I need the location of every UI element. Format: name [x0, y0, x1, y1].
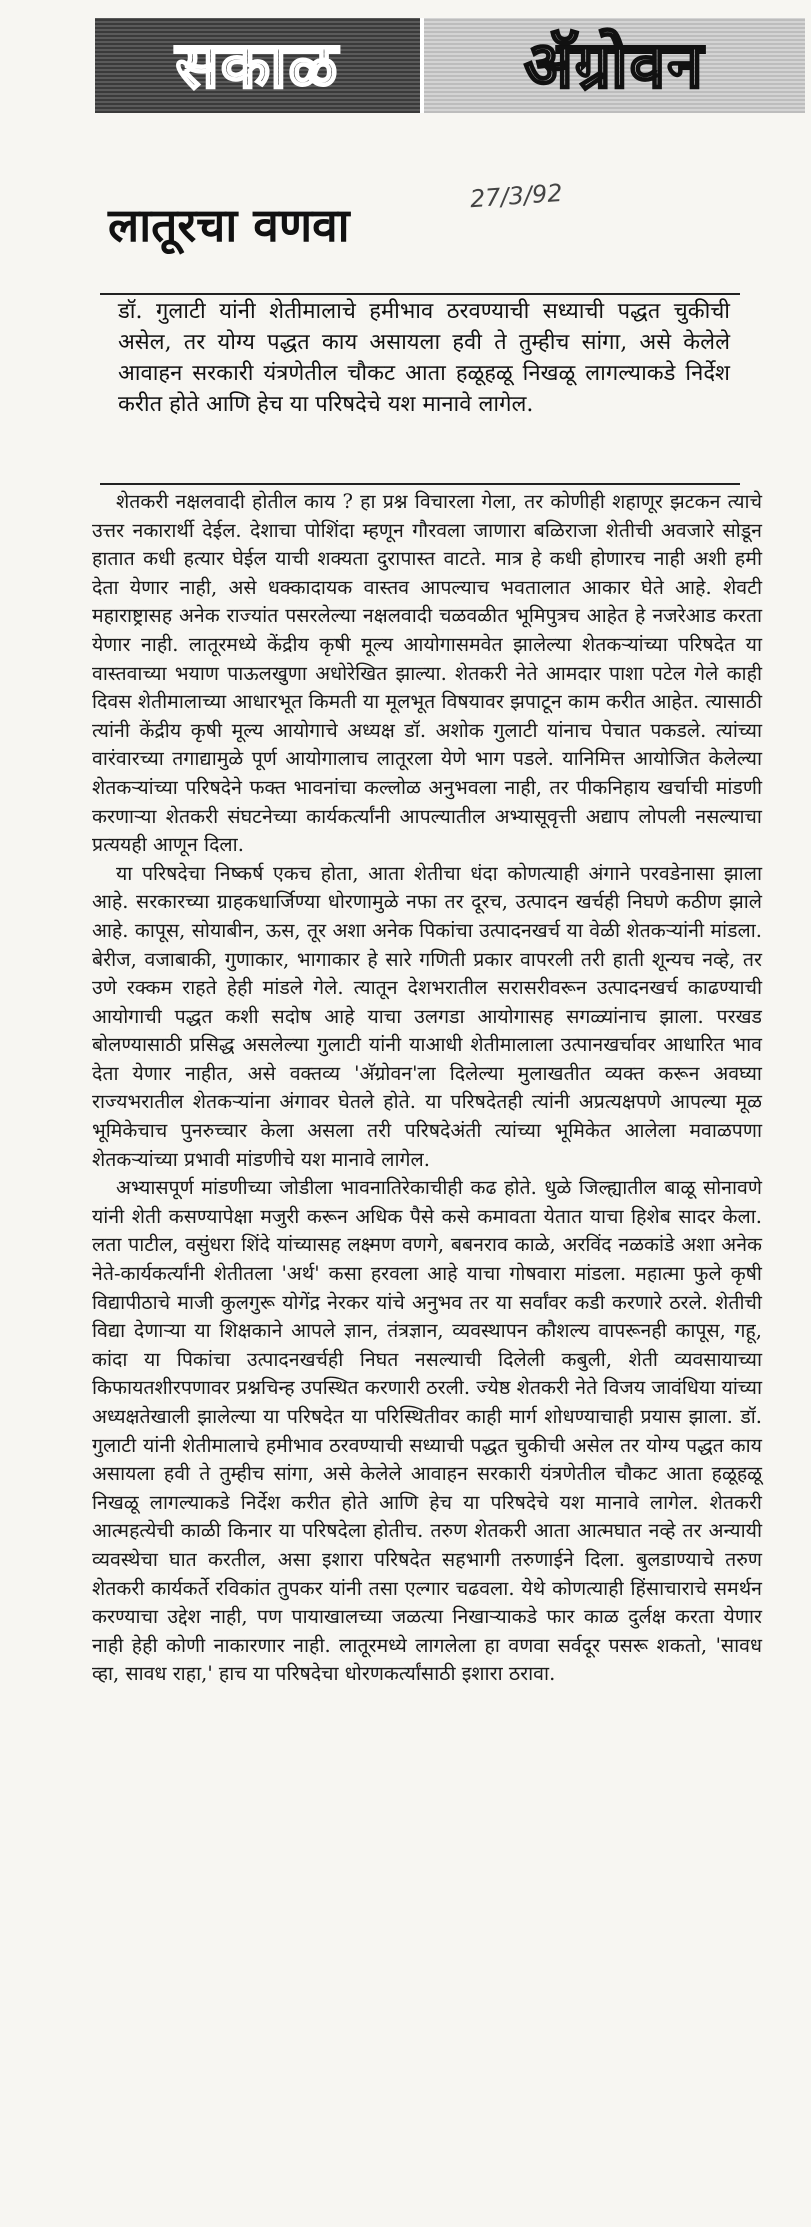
divider-middle	[100, 483, 740, 485]
article-paragraph: अभ्यासपूर्ण मांडणीच्या जोडीला भावनातिरेकाचीही कढ होते. धुळे जिल्ह्यातील बाळू सोनावणे यांनी शेती कसण्यापेक्षा मजुरी करून अधिक पैसे कसे कमावता येतात याचा हिशेब सादर केला. लता पाटील, वसुंधरा शिंदे यांच्यासह लक्ष्मण वणगे, बबनराव काळे, अरविंद नळकांडे अशा अनेक नेते-कार्यकर्त्यांनी शेतीतला 'अर्थ' कसा हरवला आहे याचा गोषवारा मांडला. महात्मा फुले कृषी विद्यापीठाचे माजी कुलगुरू योगेंद्र नेरकर यांचे अनुभव तर या सर्वांवर कडी करणारे ठरले. शेतीची विद्या देणाऱ्या या शिक्षकाने आपले ज्ञान, तंत्रज्ञान, व्यवस्थापन कौशल्य वापरूनही कापूस, गहू, कांदा या पिकांचा उत्पादनखर्चही निघत नसल्याची दिलेली कबुली, शेती व्यवसायाच्या किफायतशीरपणावर प्रश्नचिन्ह उपस्थित करणारी ठरली. ज्येष्ठ शेतकरी नेते विजय जावंधिया यांच्या अध्यक्षतेखाली झालेल्या या परिषदेत या परिस्थितीवर काही मार्ग शोधण्याचाही प्रयास झाला. डॉ. गुलाटी यांनी शेतीमालाचे हमीभाव ठरवण्याची सध्याची पद्धत चुकीची असेल तर योग्य पद्धत काय असायला हवी ते तुम्हीच सांगा, असे केलेले आवाहन सरकारी यंत्रणेतील चौकट आता हळूहळू निखळू लागल्याकडे निर्देश करीत होते आणि हेच या परिषदेचे यश मानावे लागेल. शेतकरी आत्महत्येची काळी किनार या परिषदेला होतीच. तरुण शेतकरी आता आत्मघात नव्हे तर अन्यायी व्यवस्थेचा घात करतील, असा इशारा परिषदेत सहभागी तरुणाईने दिला. बुलडाण्याचे तरुण शेतकरी कार्यकर्ते रविकांत तुपकर यांनी तसा एल्गार चढवला. येथे कोणत्याही हिंसाचाराचे समर्थन करण्याचा उद्देश नाही, पण पायाखालच्या जळत्या निखाऱ्याकडे फार काळ दुर्लक्ष करता येणार नाही हेही कोणी नाकारणार नाही. लातूरमध्ये लागलेला हा वणवा सर्वदूर पसरू शकतो, 'सावध व्हा, सावध राहा,' हाच या परिषदेचा धोरणकर्त्यांसाठी इशारा ठरावा.	[92, 1176, 762, 1686]
lead-paragraph: डॉ. गुलाटी यांनी शेतीमालाचे हमीभाव ठरवण्याची सध्याची पद्धत चुकीची असेल, तर योग्य पद्धत काय असायला हवी ते तुम्हीच सांगा, असे केलेले आवाहन सरकारी यंत्रणेतील चौकट आता हळूहळू निखळू लागल्याकडे निर्देश करीत होते आणि हेच या परिषदेचे यश मानावे लागेल.	[118, 299, 730, 417]
headline: लातूरचा वणवा	[108, 198, 350, 252]
masthead-logo-sakal	[95, 18, 424, 113]
article-body	[92, 488, 762, 1689]
divider-top	[100, 293, 740, 295]
masthead	[95, 18, 805, 113]
handwritten-date: 27/3/92	[469, 178, 564, 214]
article-paragraph: शेतकरी नक्षलवादी होतील काय ? हा प्रश्न विचारला गेला, तर कोणीही शहाणूर झटकन त्याचे उत्तर नकारार्थी देईल. देशाचा पोशिंदा म्हणून गौरवला जाणारा बळिराजा शेतीची अवजारे सोडून हातात कधी हत्यार घेईल याची शक्यता दुरापास्त वाटते. मात्र हे कधी होणारच नाही अशी हमी देता येणार नाही, असे धक्कादायक वास्तव आपल्याच भवतालात आकार घेते आहे. शेवटी महाराष्ट्रासह अनेक राज्यांत पसरलेल्या नक्षलवादी चळवळीत भूमिपुत्रच आहेत हे नजरेआड करता येणार नाही. लातूरमध्ये केंद्रीय कृषी मूल्य आयोगासमवेत झालेल्या शेतकऱ्यांच्या परिषदेत या वास्तवाच्या भयाण पाऊलखुणा अधोरेखित झाल्या. शेतकरी नेते आमदार पाशा पटेल गेले काही दिवस शेतीमालाच्या आधारभूत किमती या मूलभूत विषयावर झपाटून काम करीत आहेत. त्यासाठी त्यांनी केंद्रीय कृषी मूल्य आयोगाचे अध्यक्ष डॉ. अशोक गुलाटी यांनाच पेचात पकडले. त्यांच्या वारंवारच्या तगाद्यामुळे पूर्ण आयोगालाच लातूरला येणे भाग पडले. यानिमित्त आयोजित केलेल्या शेतकऱ्यांच्या परिषदेने फक्त भावनांचा कल्लोळ अनुभवला नाही, तर पीकनिहाय खर्चाची मांडणी करणाऱ्या शेतकरी संघटनेच्या कार्यकर्त्यांनी आपल्यातील अभ्यासूवृत्ती अद्याप लोपली नसल्याचा प्रत्ययही आणून दिला.	[92, 490, 762, 857]
masthead-left-text: सकाळ	[175, 28, 340, 103]
article-paragraph: या परिषदेचा निष्कर्ष एकच होता, आता शेतीचा धंदा कोणत्याही अंगाने परवडेनासा झाला आहे. सरकारच्या ग्राहकधार्जिण्या धोरणामुळे नफा तर दूरच, उत्पादन खर्चही निघणे कठीण झाले आहे. कापूस, सोयाबीन, ऊस, तूर अशा अनेक पिकांचा उत्पादनखर्च या वेळी शेतकऱ्यांनी मांडला. बेरीज, वजाबाकी, गुणाकार, भागाकार हे सारे गणिती प्रकार वापरली तरी हाती शून्यच नव्हे, तर उणे रक्कम राहते हेही मांडले गेले. त्यातून देशभरातील सरासरीवरून उत्पादनखर्च काढण्याची आयोगाची पद्धत कशी सदोष आहे याचा उलगडा आयोगासह सगळ्यांनाच झाला. परखड बोलण्यासाठी प्रसिद्ध असलेल्या गुलाटी यांनी याआधी शेतीमालाला उत्पानखर्चावर आधारित भाव देता येणार नाहीत, असे वक्तव्य 'अ‍ॅग्रोवन'ला दिलेल्या मुलाखतीत व्यक्त करून अवघ्या राज्यभरातील शेतकऱ्यांना अंगावर घेतले होते. या परिषदेतही त्यांनी अप्रत्यक्षपणे आपल्या मूळ भूमिकेचाच पुनरुच्चार केला असला तरी परिषदेअंती त्यांच्या भूमिकेत आलेला मवाळपणा शेतकऱ्यांच्या प्रभावी मांडणीचे यश मानावे लागेल.	[92, 861, 762, 1171]
masthead-logo-agrowon	[424, 18, 805, 113]
masthead-right-text: अ‍ॅग्रोवन	[524, 28, 705, 103]
